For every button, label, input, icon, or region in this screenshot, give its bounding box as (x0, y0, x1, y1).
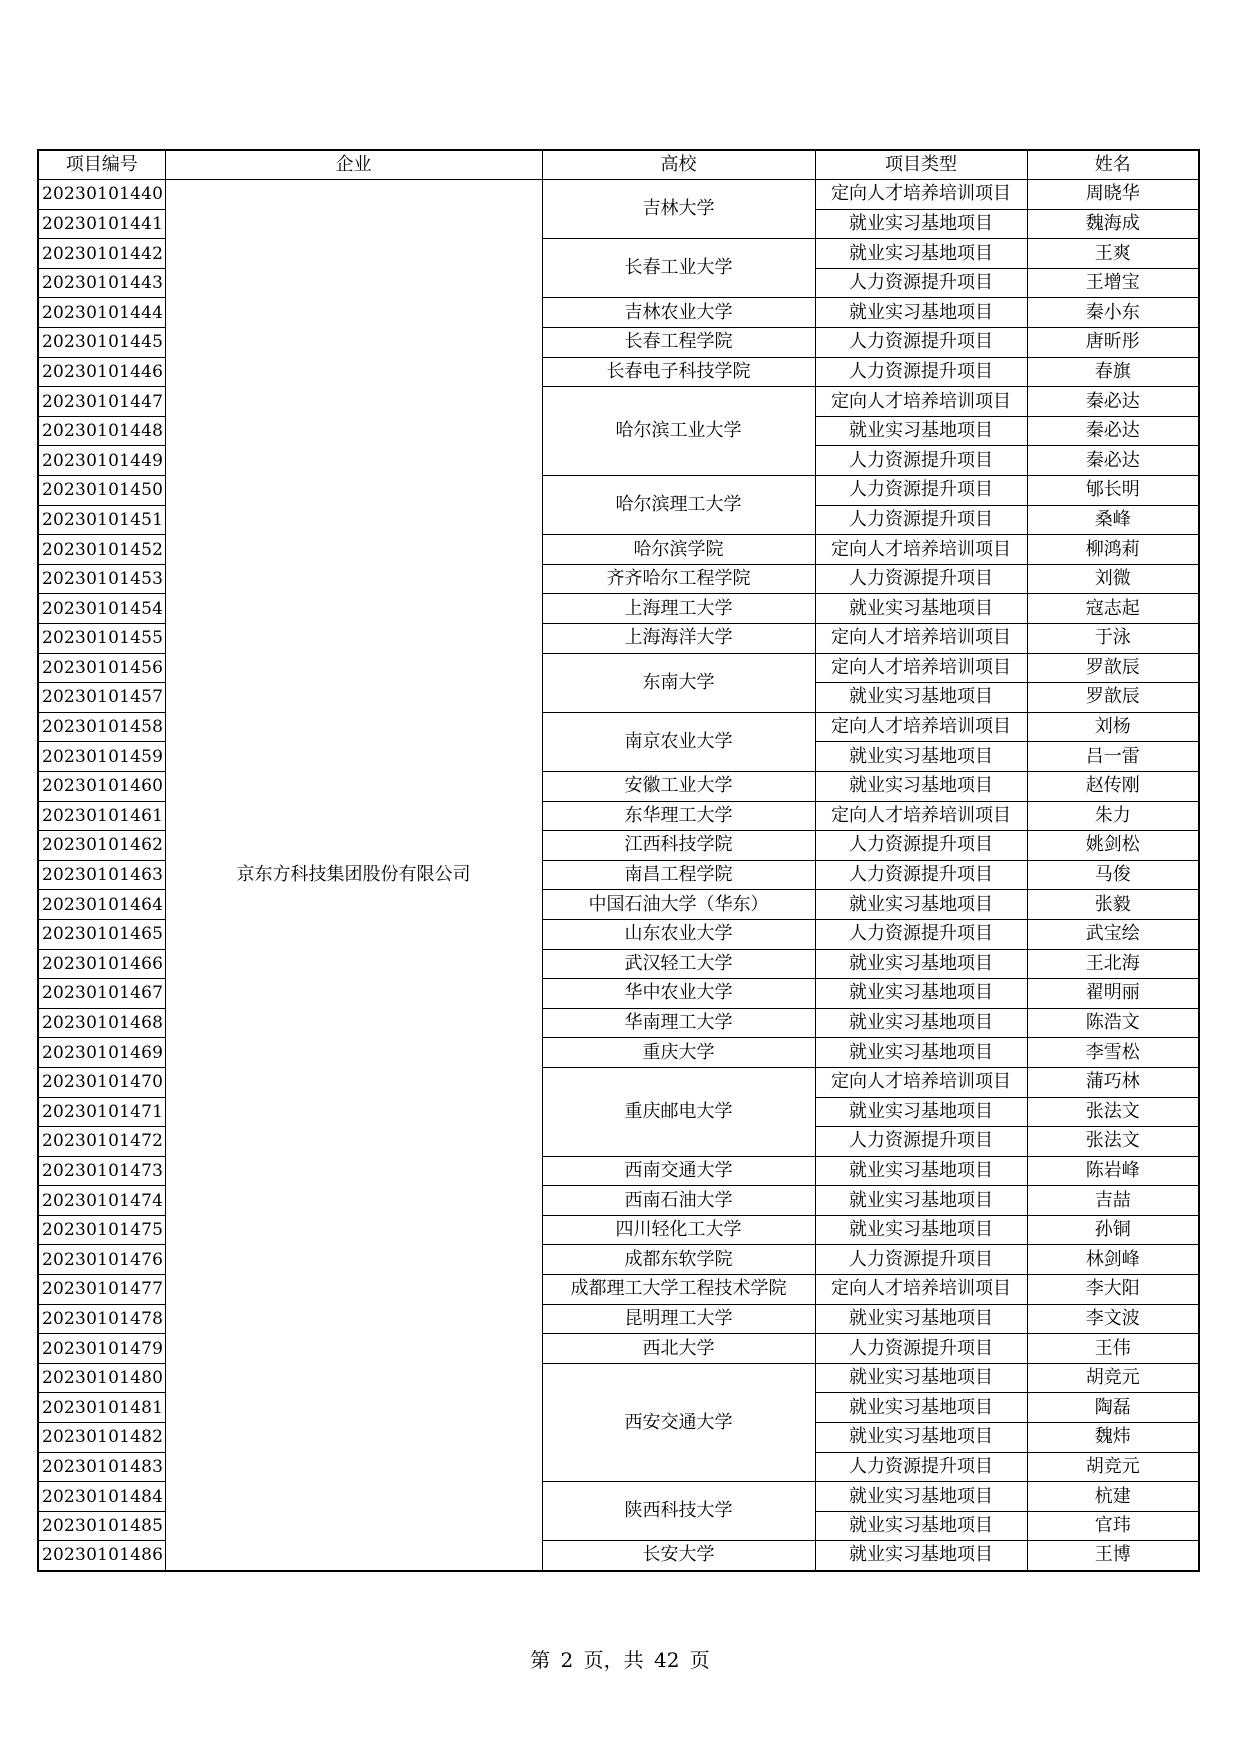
university-cell: 上海理工大学 (542, 594, 815, 624)
university-cell: 上海海洋大学 (542, 624, 815, 654)
project-id-cell: 20230101465 (38, 919, 165, 949)
project-id-cell: 20230101455 (38, 624, 165, 654)
project-id-cell: 20230101457 (38, 683, 165, 713)
person-name-cell: 吉喆 (1027, 1186, 1199, 1216)
project-id-cell: 20230101453 (38, 564, 165, 594)
university-cell: 长春电子科技学院 (542, 357, 815, 387)
project-id-cell: 20230101467 (38, 979, 165, 1009)
university-cell: 西南石油大学 (542, 1186, 815, 1216)
project-type-cell: 就业实习基地项目 (815, 1097, 1027, 1127)
project-id-cell: 20230101476 (38, 1245, 165, 1275)
project-id-cell: 20230101450 (38, 476, 165, 506)
project-type-cell: 就业实习基地项目 (815, 979, 1027, 1009)
project-id-cell: 20230101441 (38, 209, 165, 239)
person-name-cell: 郇长明 (1027, 476, 1199, 506)
project-id-cell: 20230101481 (38, 1393, 165, 1423)
university-cell: 西安交通大学 (542, 1363, 815, 1481)
person-name-cell: 刘微 (1027, 564, 1199, 594)
project-id-cell: 20230101484 (38, 1482, 165, 1512)
project-id-cell: 20230101474 (38, 1186, 165, 1216)
university-cell: 华南理工大学 (542, 1008, 815, 1038)
header-project-type: 项目类型 (815, 150, 1027, 180)
university-cell: 南昌工程学院 (542, 860, 815, 890)
person-name-cell: 春旗 (1027, 357, 1199, 387)
person-name-cell: 唐昕彤 (1027, 328, 1199, 358)
project-type-cell: 就业实习基地项目 (815, 1186, 1027, 1216)
project-id-cell: 20230101458 (38, 712, 165, 742)
project-type-cell: 定向人才培养培训项目 (815, 180, 1027, 210)
university-cell: 南京农业大学 (542, 712, 815, 771)
person-name-cell: 翟明丽 (1027, 979, 1199, 1009)
university-cell: 山东农业大学 (542, 919, 815, 949)
project-id-cell: 20230101460 (38, 771, 165, 801)
university-cell: 东南大学 (542, 653, 815, 712)
university-cell: 西北大学 (542, 1334, 815, 1364)
university-cell: 武汉轻工大学 (542, 949, 815, 979)
person-name-cell: 陶磊 (1027, 1393, 1199, 1423)
university-cell: 长春工程学院 (542, 328, 815, 358)
project-id-cell: 20230101470 (38, 1067, 165, 1097)
header-name: 姓名 (1027, 150, 1199, 180)
project-id-cell: 20230101483 (38, 1452, 165, 1482)
project-type-cell: 人力资源提升项目 (815, 831, 1027, 861)
project-type-cell: 人力资源提升项目 (815, 860, 1027, 890)
project-id-cell: 20230101443 (38, 268, 165, 298)
person-name-cell: 秦小东 (1027, 298, 1199, 328)
university-cell: 重庆大学 (542, 1038, 815, 1068)
person-name-cell: 于泳 (1027, 624, 1199, 654)
project-type-cell: 就业实习基地项目 (815, 1038, 1027, 1068)
header-project-id: 项目编号 (38, 150, 165, 180)
project-type-cell: 就业实习基地项目 (815, 298, 1027, 328)
project-type-cell: 人力资源提升项目 (815, 1127, 1027, 1157)
person-name-cell: 林剑峰 (1027, 1245, 1199, 1275)
project-type-cell: 人力资源提升项目 (815, 446, 1027, 476)
project-id-cell: 20230101463 (38, 860, 165, 890)
project-id-cell: 20230101446 (38, 357, 165, 387)
project-id-cell: 20230101472 (38, 1127, 165, 1157)
person-name-cell: 李雪松 (1027, 1038, 1199, 1068)
person-name-cell: 王北海 (1027, 949, 1199, 979)
project-type-cell: 定向人才培养培训项目 (815, 1067, 1027, 1097)
table-row (38, 180, 1199, 210)
university-cell: 吉林农业大学 (542, 298, 815, 328)
university-cell: 哈尔滨学院 (542, 535, 815, 565)
person-name-cell: 张毅 (1027, 890, 1199, 920)
project-id-cell: 20230101451 (38, 505, 165, 535)
project-type-cell: 就业实习基地项目 (815, 1156, 1027, 1186)
person-name-cell: 寇志起 (1027, 594, 1199, 624)
project-id-cell: 20230101447 (38, 387, 165, 417)
person-name-cell: 马俊 (1027, 860, 1199, 890)
project-type-cell: 就业实习基地项目 (815, 1393, 1027, 1423)
project-type-cell: 就业实习基地项目 (815, 1511, 1027, 1541)
project-type-cell: 定向人才培养培训项目 (815, 653, 1027, 683)
project-id-cell: 20230101469 (38, 1038, 165, 1068)
project-id-cell: 20230101459 (38, 742, 165, 772)
project-type-cell: 就业实习基地项目 (815, 209, 1027, 239)
company-cell: 京东方科技集团股份有限公司 (165, 180, 542, 1571)
person-name-cell: 秦必达 (1027, 416, 1199, 446)
project-type-cell: 人力资源提升项目 (815, 357, 1027, 387)
person-name-cell: 罗歆辰 (1027, 683, 1199, 713)
project-type-cell: 就业实习基地项目 (815, 683, 1027, 713)
person-name-cell: 王增宝 (1027, 268, 1199, 298)
header-university: 高校 (542, 150, 815, 180)
university-cell: 齐齐哈尔工程学院 (542, 564, 815, 594)
project-type-cell: 人力资源提升项目 (815, 476, 1027, 506)
person-name-cell: 张法文 (1027, 1097, 1199, 1127)
project-id-cell: 20230101471 (38, 1097, 165, 1127)
person-name-cell: 王博 (1027, 1541, 1199, 1571)
project-id-cell: 20230101466 (38, 949, 165, 979)
university-cell: 陕西科技大学 (542, 1482, 815, 1541)
project-type-cell: 就业实习基地项目 (815, 1541, 1027, 1571)
university-cell: 吉林大学 (542, 180, 815, 239)
project-type-cell: 就业实习基地项目 (815, 771, 1027, 801)
project-id-cell: 20230101452 (38, 535, 165, 565)
project-type-cell: 人力资源提升项目 (815, 564, 1027, 594)
project-type-cell: 定向人才培养培训项目 (815, 712, 1027, 742)
project-id-cell: 20230101485 (38, 1511, 165, 1541)
project-type-cell: 定向人才培养培训项目 (815, 535, 1027, 565)
person-name-cell: 孙铜 (1027, 1215, 1199, 1245)
person-name-cell: 罗歆辰 (1027, 653, 1199, 683)
university-cell: 成都理工大学工程技术学院 (542, 1275, 815, 1305)
university-cell: 西南交通大学 (542, 1156, 815, 1186)
person-name-cell: 杭建 (1027, 1482, 1199, 1512)
project-id-cell: 20230101479 (38, 1334, 165, 1364)
page-footer: 第 2 页，共 42 页 (530, 1648, 710, 1672)
project-type-cell: 就业实习基地项目 (815, 416, 1027, 446)
person-name-cell: 秦必达 (1027, 446, 1199, 476)
person-name-cell: 张法文 (1027, 1127, 1199, 1157)
project-id-cell: 20230101461 (38, 801, 165, 831)
project-id-cell: 20230101482 (38, 1423, 165, 1453)
project-type-cell: 就业实习基地项目 (815, 1215, 1027, 1245)
project-type-cell: 就业实习基地项目 (815, 1423, 1027, 1453)
project-id-cell: 20230101475 (38, 1215, 165, 1245)
project-type-cell: 定向人才培养培训项目 (815, 1275, 1027, 1305)
person-name-cell: 周晓华 (1027, 180, 1199, 210)
project-id-cell: 20230101464 (38, 890, 165, 920)
university-cell: 哈尔滨理工大学 (542, 476, 815, 535)
project-type-cell: 就业实习基地项目 (815, 1363, 1027, 1393)
project-type-cell: 就业实习基地项目 (815, 742, 1027, 772)
project-type-cell: 人力资源提升项目 (815, 1334, 1027, 1364)
university-cell: 华中农业大学 (542, 979, 815, 1009)
person-name-cell: 桑峰 (1027, 505, 1199, 535)
person-name-cell: 赵传刚 (1027, 771, 1199, 801)
project-id-cell: 20230101449 (38, 446, 165, 476)
project-id-cell: 20230101486 (38, 1541, 165, 1571)
project-id-cell: 20230101478 (38, 1304, 165, 1334)
person-name-cell: 李文波 (1027, 1304, 1199, 1334)
project-type-cell: 就业实习基地项目 (815, 1008, 1027, 1038)
project-type-cell: 定向人才培养培训项目 (815, 801, 1027, 831)
person-name-cell: 胡竞元 (1027, 1452, 1199, 1482)
person-name-cell: 姚剑松 (1027, 831, 1199, 861)
university-cell: 成都东软学院 (542, 1245, 815, 1275)
university-cell: 安徽工业大学 (542, 771, 815, 801)
project-id-cell: 20230101477 (38, 1275, 165, 1305)
table-body (38, 180, 1199, 1571)
person-name-cell: 陈岩峰 (1027, 1156, 1199, 1186)
project-id-cell: 20230101445 (38, 328, 165, 358)
project-id-cell: 20230101456 (38, 653, 165, 683)
person-name-cell: 官玮 (1027, 1511, 1199, 1541)
person-name-cell: 魏炜 (1027, 1423, 1199, 1453)
person-name-cell: 秦必达 (1027, 387, 1199, 417)
header-row (38, 150, 1199, 180)
university-cell: 哈尔滨工业大学 (542, 387, 815, 476)
person-name-cell: 吕一雷 (1027, 742, 1199, 772)
project-id-cell: 20230101444 (38, 298, 165, 328)
university-cell: 江西科技学院 (542, 831, 815, 861)
project-id-cell: 20230101448 (38, 416, 165, 446)
project-id-cell: 20230101454 (38, 594, 165, 624)
project-id-cell: 20230101442 (38, 239, 165, 269)
person-name-cell: 魏海成 (1027, 209, 1199, 239)
project-type-cell: 人力资源提升项目 (815, 1452, 1027, 1482)
project-id-cell: 20230101473 (38, 1156, 165, 1186)
person-name-cell: 李大阳 (1027, 1275, 1199, 1305)
project-type-cell: 就业实习基地项目 (815, 1482, 1027, 1512)
project-type-cell: 就业实习基地项目 (815, 239, 1027, 269)
person-name-cell: 王爽 (1027, 239, 1199, 269)
university-cell: 中国石油大学（华东） (542, 890, 815, 920)
project-id-cell: 20230101462 (38, 831, 165, 861)
project-type-cell: 人力资源提升项目 (815, 919, 1027, 949)
project-type-cell: 人力资源提升项目 (815, 1245, 1027, 1275)
project-type-cell: 就业实习基地项目 (815, 890, 1027, 920)
header-company: 企业 (165, 150, 542, 180)
person-name-cell: 朱力 (1027, 801, 1199, 831)
person-name-cell: 陈浩文 (1027, 1008, 1199, 1038)
project-id-cell: 20230101480 (38, 1363, 165, 1393)
university-cell: 重庆邮电大学 (542, 1067, 815, 1156)
project-type-cell: 人力资源提升项目 (815, 505, 1027, 535)
project-type-cell: 定向人才培养培训项目 (815, 387, 1027, 417)
project-type-cell: 就业实习基地项目 (815, 1304, 1027, 1334)
project-type-cell: 人力资源提升项目 (815, 328, 1027, 358)
person-name-cell: 柳鸿莉 (1027, 535, 1199, 565)
person-name-cell: 王伟 (1027, 1334, 1199, 1364)
project-table (37, 149, 1200, 1572)
project-type-cell: 就业实习基地项目 (815, 594, 1027, 624)
university-cell: 东华理工大学 (542, 801, 815, 831)
project-id-cell: 20230101440 (38, 180, 165, 210)
person-name-cell: 蒲巧林 (1027, 1067, 1199, 1097)
person-name-cell: 刘杨 (1027, 712, 1199, 742)
university-cell: 长春工业大学 (542, 239, 815, 298)
project-type-cell: 定向人才培养培训项目 (815, 624, 1027, 654)
university-cell: 长安大学 (542, 1541, 815, 1571)
person-name-cell: 武宝绘 (1027, 919, 1199, 949)
university-cell: 四川轻化工大学 (542, 1215, 815, 1245)
project-id-cell: 20230101468 (38, 1008, 165, 1038)
university-cell: 昆明理工大学 (542, 1304, 815, 1334)
project-type-cell: 就业实习基地项目 (815, 949, 1027, 979)
person-name-cell: 胡竞元 (1027, 1363, 1199, 1393)
project-type-cell: 人力资源提升项目 (815, 268, 1027, 298)
